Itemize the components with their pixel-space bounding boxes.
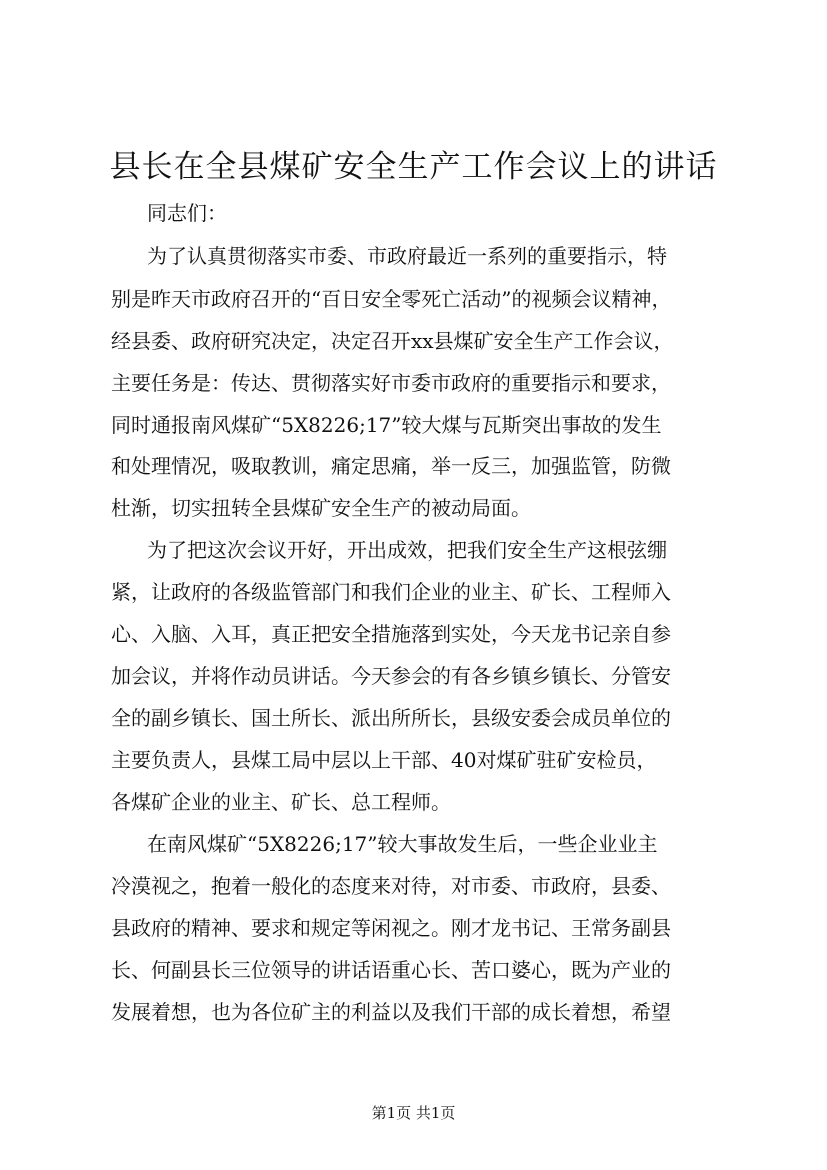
paragraph-line: 和处理情况，吸取教训，痛定思痛，举一反三，加强监管，防微 [111,454,671,478]
paragraph-line: 同时通报南风煤矿“5X8226;17”较大煤与瓦斯突出事故的发生 [111,413,662,437]
paragraph-line: 在南风煤矿“5X8226;17”较大事故发生后，一些企业业主 [147,832,658,856]
paragraph-line: 全的副乡镇长、国土所长、派出所所长，县级安委会成员单位的 [111,706,671,730]
paragraph-line: 冷漠视之，抱着一般化的态度来对待，对市委、市政府，县委、 [111,874,671,898]
paragraph-line: 县政府的精神、要求和规定等闲视之。刚才龙书记、王常务副县 [111,916,671,940]
paragraph-line: 心、入脑、入耳，真正把安全措施落到实处，今天龙书记亲自参 [111,622,671,646]
paragraph-line: 别是昨天市政府召开的“百日安全零死亡活动”的视频会议精神， [111,287,672,311]
greeting-line: 同志们： [147,201,227,225]
paragraph-line: 发展着想，也为各位矿主的利益以及我们干部的成长着想，希望 [111,1000,671,1024]
paragraph-line: 紧，让政府的各级监管部门和我们企业的业主、矿长、工程师入 [111,580,671,604]
paragraph-line: 杜渐，切实扭转全县煤矿安全生产的被动局面。 [111,496,531,520]
paragraph-line: 为了把这次会议开好，开出成效，把我们安全生产这根弦绷 [147,538,667,562]
paragraph-line: 加会议，并将作动员讲话。今天参会的有各乡镇乡镇长、分管安 [111,664,671,688]
paragraph-line: 各煤矿企业的业主、矿长、总工程师。 [111,790,451,814]
paragraph-line: 主要负责人，县煤工局中层以上干部、40对煤矿驻矿安检员， [111,748,657,772]
paragraph-line: 经县委、政府研究决定，决定召开xx县煤矿安全生产工作会议， [111,329,674,353]
page-number: 第1页 共1页 [371,1104,456,1122]
paragraph-line: 为了认真贯彻落实市委、市政府最近一系列的重要指示，特 [147,244,667,268]
document-title: 县长在全县煤矿安全生产工作会议上的讲话 [109,149,718,185]
paragraph-line: 主要任务是：传达、贯彻落实好市委市政府的重要指示和要求， [111,371,671,395]
paragraph-line: 长、何副县长三位领导的讲话语重心长、苦口婆心，既为产业的 [111,958,671,982]
